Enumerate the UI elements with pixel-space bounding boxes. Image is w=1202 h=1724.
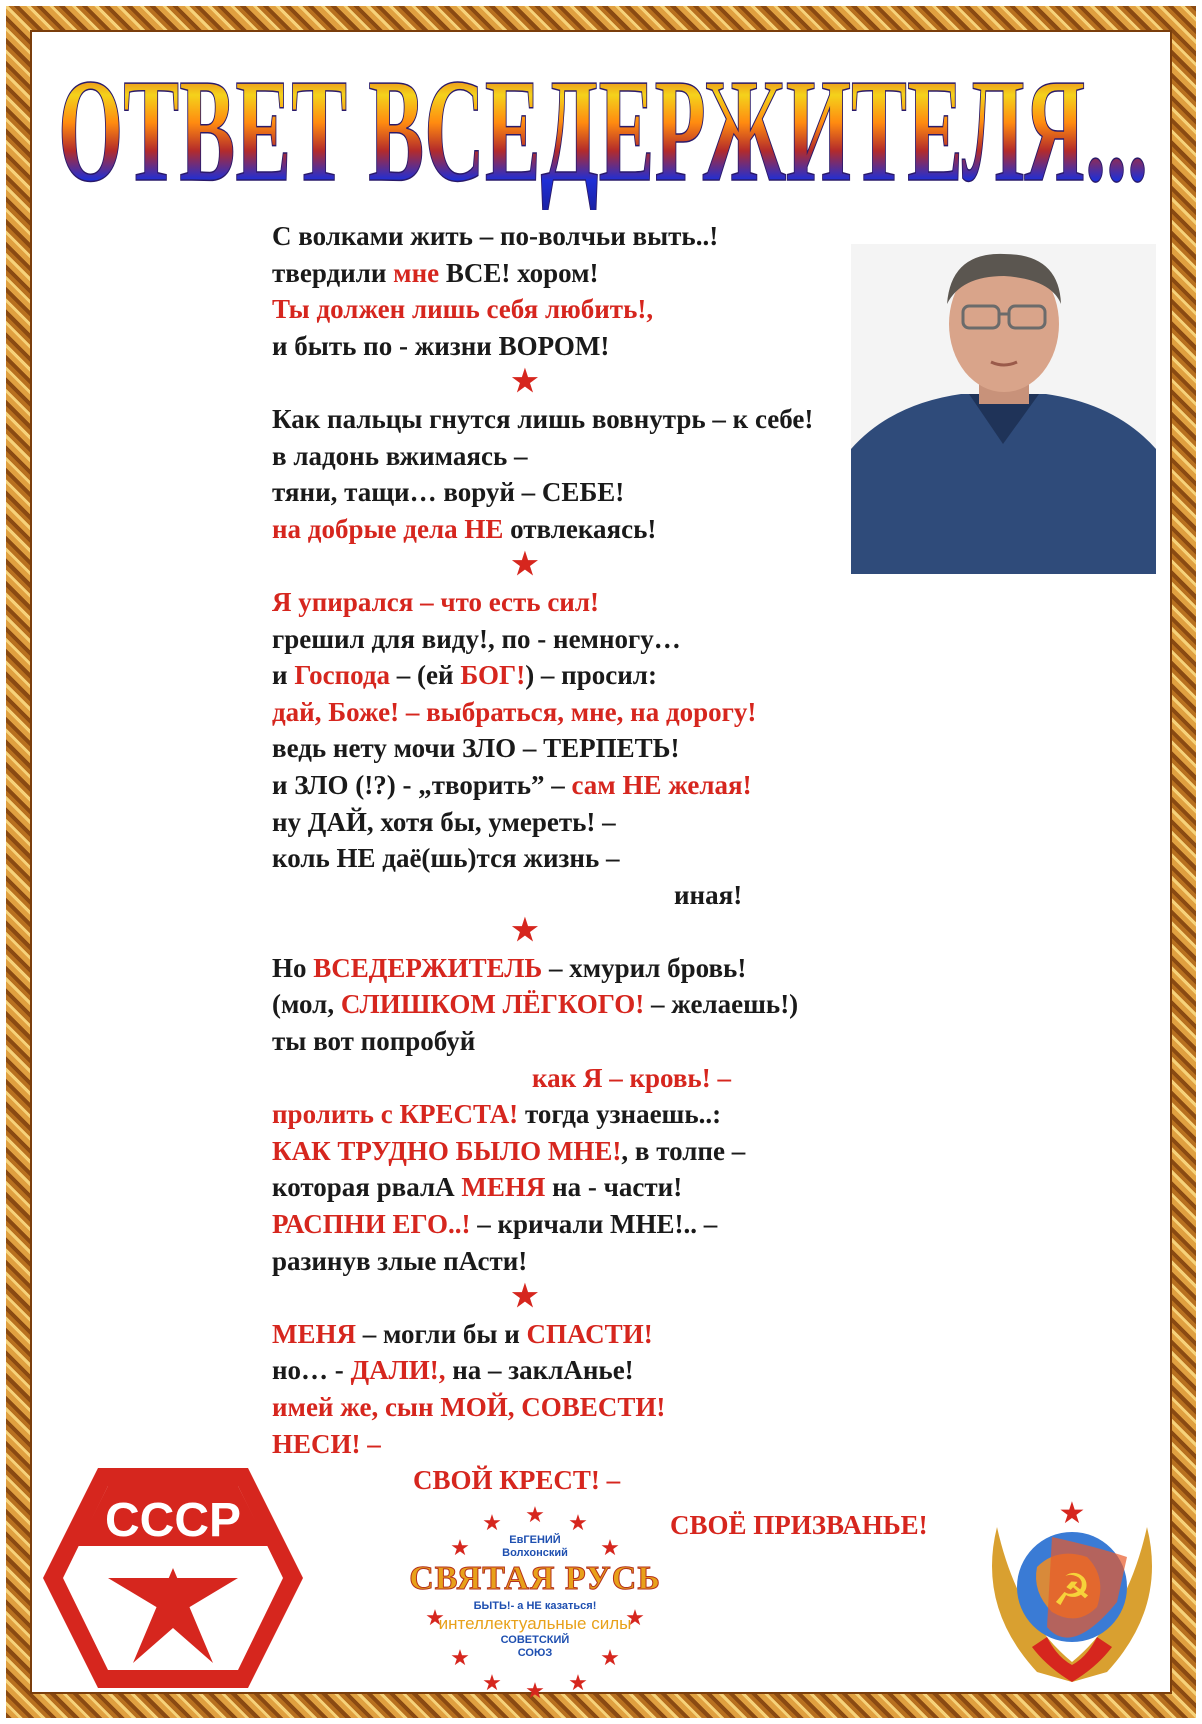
- poem-text-red: Господа: [294, 660, 391, 691]
- poem-text-black: Как пальцы гнутся лишь вовнутрь – к себе!: [272, 403, 814, 434]
- red-star-icon: ★: [511, 548, 539, 582]
- red-star-icon: ★: [511, 1280, 539, 1314]
- poem-text-black: на – заклАнье!: [445, 1355, 634, 1386]
- poem-text-black: ты вот попробуй: [272, 1026, 476, 1057]
- svg-text:★: ★: [450, 1646, 470, 1671]
- state-emblem-icon: [977, 1487, 1167, 1687]
- poem-text-black: и быть по - жизни ВОРОМ!: [272, 330, 610, 361]
- poem-text-black: – кричали МНЕ!.. –: [470, 1209, 718, 1240]
- poem-line: [272, 877, 972, 914]
- red-star-icon: ★: [511, 365, 539, 399]
- poem-text-red: Ты должен лишь себя любить!,: [272, 294, 654, 325]
- poem-text-red: СПАСТИ!: [526, 1318, 653, 1349]
- poem-text-black: и ЗЛО (!?) - „творить” –: [272, 769, 572, 800]
- poem-line: [272, 1060, 972, 1097]
- svg-text:★: ★: [482, 1511, 502, 1536]
- poem-text-black: – могли бы и: [356, 1318, 527, 1349]
- poem-line: [272, 1243, 972, 1280]
- poem-text-red: КАК ТРУДНО БЫЛО МНЕ!: [272, 1135, 622, 1166]
- badge-union-2: СОЮЗ: [517, 1647, 553, 1659]
- poster-title: [48, 40, 1158, 210]
- poem-line: [272, 1169, 972, 1206]
- svg-text:★: ★: [625, 1606, 645, 1631]
- poem-text-red: как Я – кровь! –: [532, 1062, 731, 1093]
- poem-line: [272, 621, 972, 658]
- badge-subtitle: интеллектуальные силы: [438, 1614, 632, 1633]
- poem-line: [272, 1206, 972, 1243]
- poem-line: [272, 840, 972, 877]
- poem-text-black: на - части!: [545, 1172, 683, 1203]
- poem-text-black: Но: [272, 952, 314, 983]
- poem-line: [272, 1426, 972, 1463]
- svg-text:★: ★: [568, 1511, 588, 1536]
- svyataya-rus-badge: [400, 1500, 670, 1700]
- badge-union-1: СОВЕТСКИЙ: [500, 1634, 570, 1646]
- poem-text-red: СВОЙ КРЕСТ! –: [413, 1465, 621, 1496]
- poem-line: [272, 804, 972, 841]
- poem-text-black: тогда узнаешь..:: [518, 1099, 722, 1130]
- poem-line: [272, 1316, 972, 1353]
- poem-text-black: , в толпе –: [621, 1135, 746, 1166]
- poem-text-black: тяни, тащи… воруй – СЕБЕ!: [272, 477, 625, 508]
- badge-name: СВЯТАЯ РУСЬ: [409, 1560, 661, 1597]
- svg-text:☭: ☭: [1052, 1565, 1092, 1616]
- poem-text-black: но… -: [272, 1355, 351, 1386]
- svg-text:★: ★: [525, 1503, 545, 1528]
- poem-text-black: иная!: [674, 879, 743, 910]
- poem-text-black: (мол,: [272, 989, 341, 1020]
- poem-line: [272, 584, 972, 621]
- poem-text-black: С волками жить – по-волчьи выть..!: [272, 221, 719, 251]
- svg-text:★: ★: [482, 1671, 502, 1696]
- poem-line: [272, 767, 972, 804]
- poem-text-red: мне: [393, 257, 440, 288]
- poem-text-black: твердили: [272, 257, 394, 288]
- svg-text:★: ★: [568, 1671, 588, 1696]
- poem-line: [272, 1133, 972, 1170]
- poem-line: [272, 1096, 972, 1133]
- poem-line: [272, 657, 972, 694]
- svg-text:★: ★: [525, 1679, 545, 1700]
- poem-line: [272, 1352, 972, 1389]
- poem-text-black: разинув злые пАсти!: [272, 1245, 528, 1276]
- title-text: ОТВЕТ ВСЕДЕРЖИТЕЛЯ...: [58, 49, 1148, 210]
- poem-line: [272, 1023, 972, 1060]
- poem-text-red: сам НЕ желая!: [571, 769, 752, 800]
- author-photo: [851, 244, 1156, 574]
- poem-text-red: ДАЛИ!,: [350, 1355, 446, 1386]
- poem-text-black: грешил для виду!, по - немногу…: [272, 623, 681, 654]
- poem-text-red: ВСЕДЕРЖИТЕЛЬ: [313, 952, 543, 983]
- poem-text-black: – (ей: [390, 660, 461, 691]
- poem-text-red: на добрые дела НЕ: [272, 513, 504, 544]
- svg-text:★: ★: [450, 1536, 470, 1561]
- svg-text:★: ★: [425, 1606, 445, 1631]
- poem-text-red: Я упирался – что есть сил!: [272, 586, 600, 617]
- svg-text:★: ★: [600, 1536, 620, 1561]
- poem-line: [272, 1462, 972, 1499]
- poem-line: [272, 1389, 972, 1426]
- sssr-label: СССР: [104, 1494, 242, 1547]
- poem-text-red: дай, Боже! – выбраться, мне, на дорогу!: [272, 696, 757, 727]
- poem-text-black: ВСЕ! хором!: [439, 257, 599, 288]
- svg-text:★: ★: [600, 1646, 620, 1671]
- poem-text-black: ведь нету мочи ЗЛО – ТЕРПЕТЬ!: [272, 733, 680, 764]
- red-star-icon: ★: [511, 914, 539, 948]
- poem-text-red: СВОЁ ПРИЗВАНЬЕ!: [670, 1509, 928, 1540]
- poem-text-red: МЕНЯ: [461, 1172, 546, 1203]
- sssr-quality-mark-icon: [38, 1458, 308, 1698]
- poem-line: [272, 730, 972, 767]
- poem-line: [272, 694, 972, 731]
- poem-text-red: имей же, сын МОЙ, СОВЕСТИ!: [272, 1392, 666, 1422]
- poem-text-red: НЕСИ! –: [272, 1428, 381, 1459]
- poem-text-red: БОГ!: [460, 660, 526, 691]
- poem-text-black: отвлекаясь!: [503, 513, 657, 544]
- poem-text-red: пролить с КРЕСТА!: [272, 1099, 519, 1130]
- poem-text-black: которая рвалА: [272, 1172, 462, 1203]
- author-last-name: Волхонский: [502, 1547, 568, 1559]
- poem-text-black: – желаешь!): [644, 989, 799, 1020]
- poem-text-red: СЛИШКОМ ЛЁГКОГО!: [340, 989, 645, 1020]
- poem-text-black: коль НЕ даё(шь)тся жизнь –: [272, 843, 620, 874]
- poem-text-black: ) – просил:: [525, 660, 657, 691]
- poem-text-red: РАСПНИ ЕГО..!: [272, 1209, 471, 1240]
- poem-text-red: МЕНЯ: [272, 1318, 356, 1349]
- poem-line: [272, 986, 972, 1023]
- author-first-name: ЕвГЕНИЙ: [509, 1534, 561, 1546]
- poem-text-black: и: [272, 660, 295, 691]
- badge-slogan: БЫТЬ!- а НЕ казаться!: [473, 1600, 597, 1612]
- poem-text-black: в ладонь вжимаясь –: [272, 440, 528, 471]
- svg-text:★: ★: [1058, 1496, 1086, 1531]
- poem-text-black: – хмурил бровь!: [542, 952, 747, 983]
- poem-text-black: ну ДАЙ, хотя бы, умереть! –: [272, 806, 616, 837]
- poem-line: [272, 950, 972, 987]
